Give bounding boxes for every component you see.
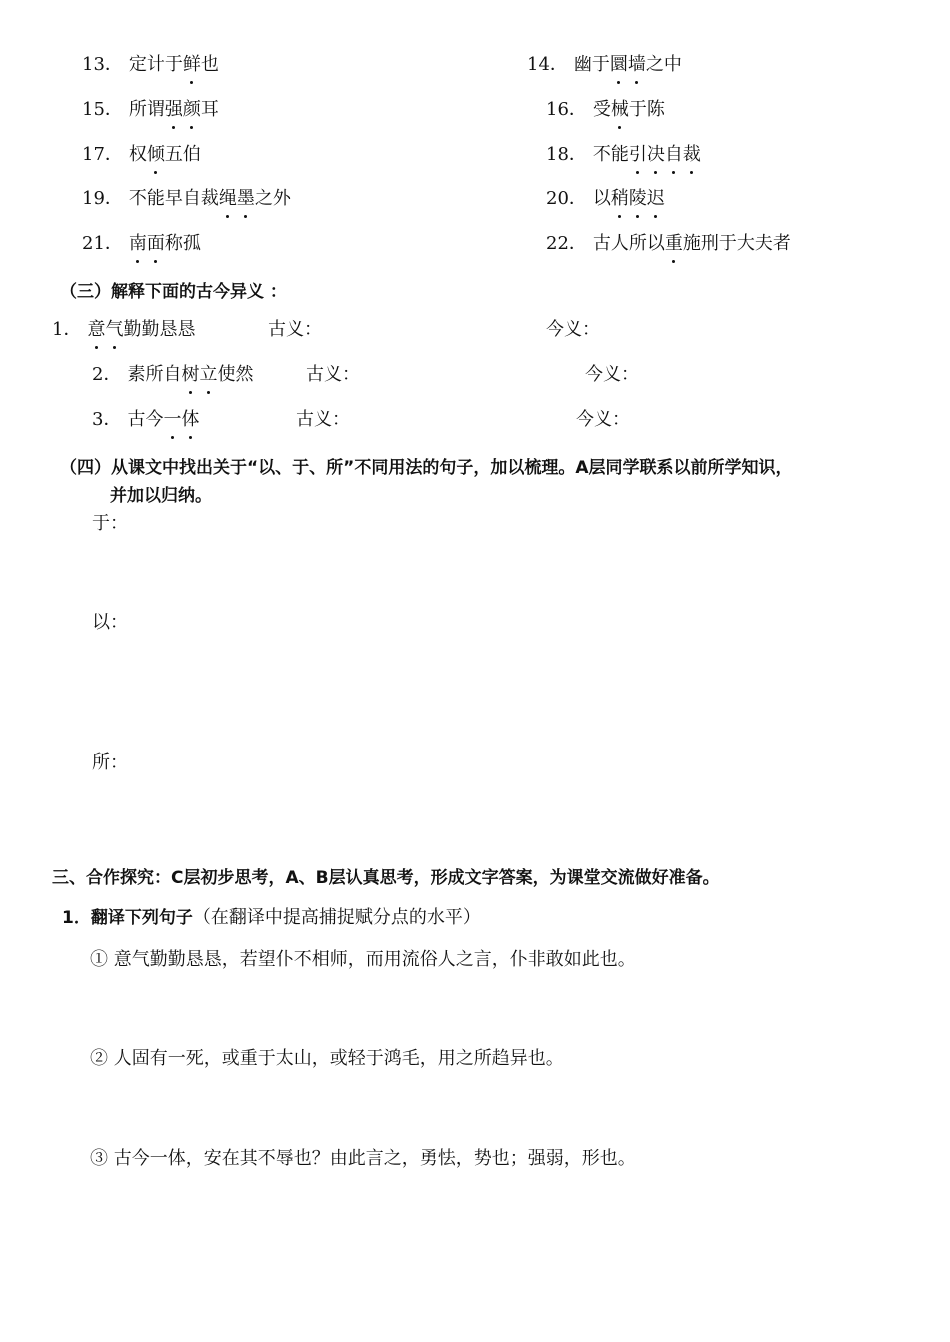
dotted-char: 裁 [682, 144, 701, 165]
dotted-char: 一 [163, 409, 182, 430]
dotted-char: 引 [628, 144, 647, 165]
gu-yi-label-3: 古义： [296, 409, 350, 430]
vocab-item-14: 14． 幽于圜墙之中 [527, 54, 682, 75]
vocab-item-21: 21． 南面称孤 [82, 233, 201, 254]
vocab-item-22: 22． 古人所以重施刑于大夫者 [546, 233, 791, 254]
gu-yi-label-1: 古义： [268, 319, 322, 340]
dotted-char: 鲜 [182, 54, 201, 75]
vocab-item-17: 17． 权倾五伯 [82, 144, 201, 165]
dotted-char: 树 [181, 364, 200, 385]
dotted-char: 圜 [609, 54, 628, 75]
dotted-char: 立 [199, 364, 218, 385]
section-heading-usage-cont: 并加以归纳。 [110, 486, 212, 506]
gujin-item-2: 2． 素所自树立使然 [92, 364, 254, 385]
dotted-char: 自 [664, 144, 683, 165]
vocab-item-19: 19． 不能早自裁绳墨之外 [82, 188, 291, 209]
dotted-char: 倾 [146, 144, 165, 165]
gu-yi-label-2: 古义： [306, 364, 360, 385]
dotted-char: 稍 [610, 188, 629, 209]
dotted-char: 迟 [646, 188, 665, 209]
dotted-char: 墨 [236, 188, 255, 209]
dotted-char: 重 [664, 233, 683, 254]
translate-sentence-3: ③ 古今一体，安在其不辱也？由此言之，勇怯，势也；强弱，形也。 [90, 1148, 636, 1169]
dotted-char: 意 [87, 319, 106, 340]
vocab-item-18: 18． 不能引决自裁 [546, 144, 701, 165]
dotted-char: 颜 [182, 99, 201, 120]
dotted-char: 决 [646, 144, 665, 165]
section-heading-gujin: （三）解释下面的古今异义 ： [60, 282, 287, 302]
translate-sentence-2: ② 人固有一死，或重于太山，或轻于鸿毛，用之所趋异也。 [90, 1048, 564, 1069]
dotted-char: 南 [128, 233, 147, 254]
translate-sentence-1: ① 意气勤勤恳恳，若望仆不相师，而用流俗人之言，仆非敢如此也。 [90, 949, 636, 970]
dotted-char: 陵 [628, 188, 647, 209]
usage-label-yi: 以： [92, 612, 128, 633]
usage-label-suo: 所： [92, 752, 128, 773]
vocab-item-13: 13． 定计于鲜也 [82, 54, 219, 75]
dotted-char: 气 [105, 319, 124, 340]
part-heading-cooperative: 三、合作探究：C层初步思考，A、B层认真思考，形成文字答案，为课堂交流做好准备。 [52, 868, 720, 888]
jin-yi-label-1: 今义： [546, 319, 600, 340]
vocab-item-20: 20． 以稍陵迟 [546, 188, 665, 209]
dotted-char: 体 [181, 409, 200, 430]
usage-label-yu: 于： [92, 513, 128, 534]
vocab-item-15: 15． 所谓强颜耳 [82, 99, 219, 120]
section-heading-usage: （四）从课文中找出关于“以、于、所”不同用法的句子，加以梳理。A层同学联系以前所学知识， [60, 458, 793, 478]
jin-yi-label-3: 今义： [576, 409, 630, 430]
dotted-char: 强 [164, 99, 183, 120]
vocab-item-16: 16． 受械于陈 [546, 99, 665, 120]
gujin-item-1: 1． 意气勤勤恳恳 [52, 319, 196, 340]
gujin-item-3: 3． 古今一体 [92, 409, 200, 430]
dotted-char: 面 [146, 233, 165, 254]
question-translate: 1．翻译下列句子（在翻译中提高捕捉赋分点的水平） [62, 907, 481, 928]
dotted-char: 绳 [218, 188, 237, 209]
jin-yi-label-2: 今义： [585, 364, 639, 385]
dotted-char: 墙 [627, 54, 646, 75]
dotted-char: 械 [610, 99, 629, 120]
